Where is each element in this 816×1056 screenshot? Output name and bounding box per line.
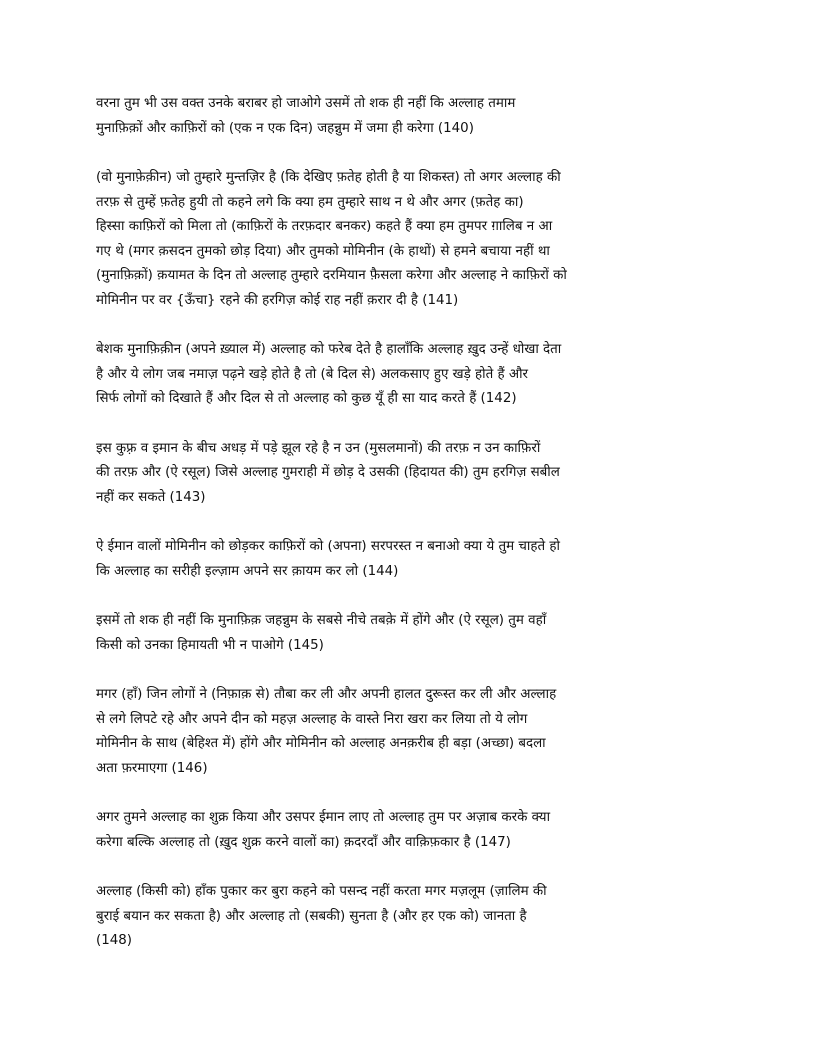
verse-paragraph-148 bbox=[96, 880, 722, 954]
text-line: अगर तुमने अल्लाह का शुक्र किया और उसपर ईमान लाए तो अल्लाह तुम पर अज़ाब करके क्या bbox=[96, 810, 551, 825]
text-line: की तरफ़ और (ऐ रसूल) जिसे अल्लाह गुमराही में छोड़ दे उसकी (हिदायत की) तुम हरगिज़ सबील bbox=[96, 465, 560, 480]
text-line: तरफ़ से तुम्हें फ़तेह हुयी तो कहने लगे कि क्या हम तुम्हारे साथ न थे और अगर (फ़तेह का) bbox=[96, 194, 524, 210]
document-page bbox=[96, 92, 722, 979]
text-line: बुराई बयान कर सकता है) और अल्लाह तो (सबकी) सुनता है (और हर एक को) जानता है bbox=[96, 908, 527, 924]
text-line: सिर्फ लोगों को दिखाते हैं और दिल से तो अल्लाह को कुछ यूँ ही सा याद करते हैं (142) bbox=[96, 391, 517, 406]
text-line: मुनाफ़िक़ों और काफ़िरों को (एक न एक दिन) जहन्नुम में जमा ही करेगा (140) bbox=[96, 120, 474, 136]
text-line: है और ये लोग जब नमाज़ पढ़ने खड़े होते है तो (बे दिल से) अलकसाए हुए खड़े होते हैं और bbox=[96, 366, 529, 382]
text-line: अल्लाह (किसी को) हाँक पुकार कर बुरा कहने को पसन्द नहीं करता मगर मज़लूम (ज़ालिम की bbox=[96, 884, 547, 899]
text-line: कि अल्लाह का सरीही इल्ज़ाम अपने सर क़ायम कर लो (144) bbox=[96, 563, 399, 579]
text-line: मोमिनीन के साथ (बेहिश्त में) होंगे और मोमिनीन को अल्लाह अनक़रीब ही बड़ा (अच्छा) बदला bbox=[96, 736, 546, 751]
text-line: (वो मुनाफ़ेक़ीन) जो तुम्हारे मुन्तज़िर है (कि देखिए फ़तेह होती है या शिकस्त) तो अगर अल्लाह की bbox=[96, 170, 561, 185]
text-line: करेगा बल्कि अल्लाह तो (ख़ुद शुक्र करने वालों का) क़दरदाँ और वाक़िफ़कार है (147) bbox=[96, 834, 511, 850]
text-line: अता फ़रमाएगा (146) bbox=[96, 760, 208, 776]
verse-paragraph-141 bbox=[96, 166, 722, 313]
text-line: ऐ ईमान वालों मोमिनीन को छोड़कर काफ़िरों को (अपना) सरपरस्त न बनाओ क्या ये तुम चाहते हो bbox=[96, 539, 560, 554]
verse-paragraph-146 bbox=[96, 683, 722, 781]
text-line: (148) bbox=[96, 933, 133, 948]
text-line: मगर (हाँ) जिन लोगों ने (निफ़ाक़ से) तौबा कर ली और अपनी हालत दुरूस्त कर ली और अल्लाह bbox=[96, 687, 557, 702]
verse-paragraph-143 bbox=[96, 437, 722, 511]
verse-paragraph-142 bbox=[96, 338, 722, 412]
verse-paragraph-140 bbox=[96, 92, 722, 141]
text-line: इस कुफ़्र व इमान के बीच अधड़ में पड़े झूल रहे है न उन (मुसलमानों) की तरफ़ न उन काफ़िरों bbox=[96, 440, 541, 456]
text-line: वरना तुम भी उस वक्त उनके बराबर हो जाओगे उसमें तो शक ही नहीं कि अल्लाह तमाम bbox=[96, 96, 516, 111]
verse-paragraph-147 bbox=[96, 806, 722, 855]
text-line: (मुनाफ़िक़ों) क़यामत के दिन तो अल्लाह तुम्हारे दरमियान फ़ैसला करेगा और अल्लाह ने काफ़िरों को bbox=[96, 268, 567, 283]
text-line: मोमिनीन पर वर {ऊँचा} रहने की हरगिज़ कोई राह नहीं क़रार दी है (141) bbox=[96, 292, 459, 308]
text-line: नहीं कर सकते (143) bbox=[96, 489, 206, 505]
text-line: हिस्सा काफ़िरों को मिला तो (काफ़िरों के तरफ़दार बनकर) कहते हैं क्या हम तुमपर ग़ालिब न आ bbox=[96, 219, 553, 234]
text-line: से लगे लिपटे रहे और अपने दीन को महज़ अल्लाह के वास्ते निरा खरा कर लिया तो ये लोग bbox=[96, 711, 528, 727]
verse-paragraph-144 bbox=[96, 535, 722, 584]
verse-paragraph-145 bbox=[96, 609, 722, 658]
text-line: किसी को उनका हिमायती भी न पाओगे (145) bbox=[96, 637, 324, 653]
text-line: बेशक मुनाफ़िक़ीन (अपने ख़्याल में) अल्लाह को फरेब देते है हालाँकि अल्लाह ख़ुद उन्हें धोखा देता bbox=[96, 342, 562, 357]
text-line: गए थे (मगर क़सदन तुमको छोड़ दिया) और तुमको मोमिनीन (के हाथों) से हमने बचाया नहीं था bbox=[96, 243, 550, 259]
text-line: इसमें तो शक ही नहीं कि मुनाफ़िक़ जहन्नुम के सबसे नीचे तबक़े में होंगे और (ऐ रसूल) तुम वहाँ bbox=[96, 613, 547, 628]
